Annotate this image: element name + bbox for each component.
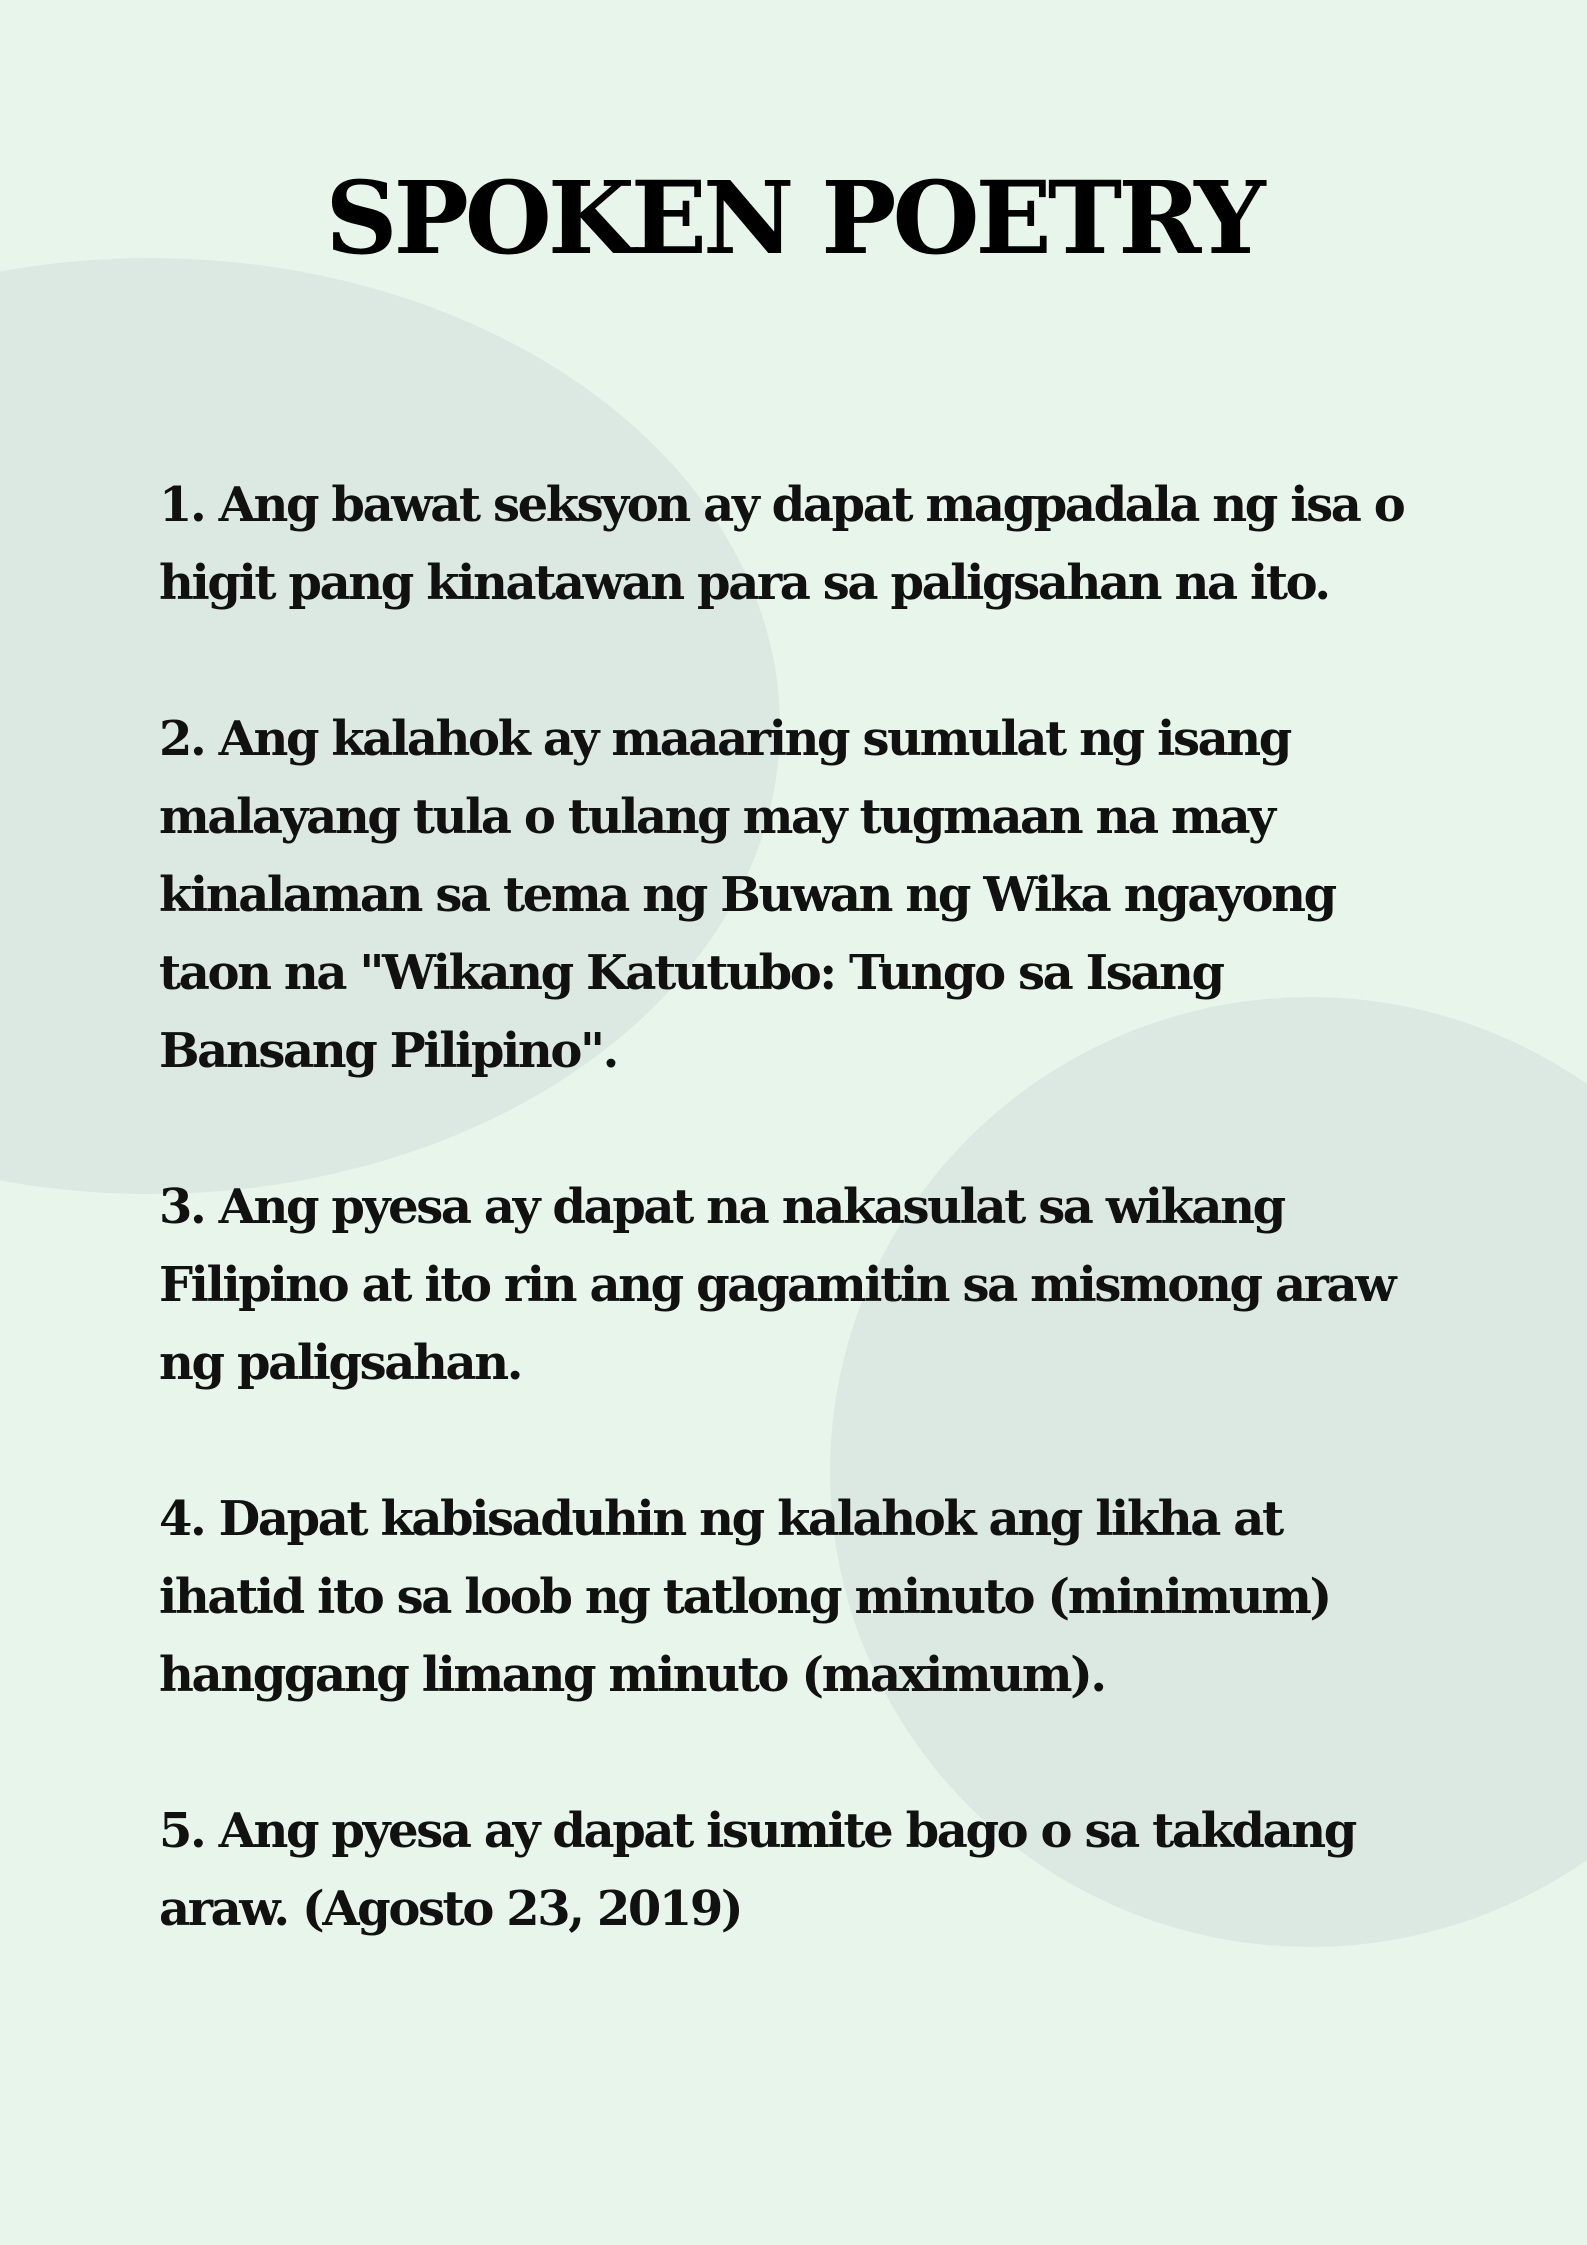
rule-text: 1. Ang bawat seksyon ay dapat magpadala ng isa o higit pang kinatawan para sa paligsahan na ito. bbox=[159, 477, 1404, 611]
rule-text: 3. Ang pyesa ay dapat na nakasulat sa wikang Filipino at ito rin ang gagamitin sa mismong araw ng paligsahan. bbox=[159, 1179, 1395, 1391]
rule-text: 4. Dapat kabisaduhin ng kalahok ang likha at ihatid ito sa loob ng tatlong minuto (minimum) hanggang limang minuto (maximum). bbox=[159, 1491, 1330, 1703]
rule-text: 5. Ang pyesa ay dapat isumite bago o sa takdang araw. (Agosto 23, 2019) bbox=[159, 1803, 1355, 1937]
rule-item bbox=[159, 1168, 1459, 1402]
rules-list bbox=[159, 466, 1459, 2026]
rule-item bbox=[159, 1792, 1459, 1948]
rule-item bbox=[159, 1480, 1459, 1714]
rule-item bbox=[159, 700, 1459, 1090]
rule-item bbox=[159, 466, 1459, 622]
page-title: SPOKEN POETRY bbox=[325, 159, 1262, 277]
rule-text: 2. Ang kalahok ay maaaring sumulat ng isang malayang tula o tulang may tugmaan na may kinalaman sa tema ng Buwan ng Wika ngayong taon na "Wikang Katutubo: Tungo sa Isang Bansang Pilipino". bbox=[159, 711, 1335, 1079]
